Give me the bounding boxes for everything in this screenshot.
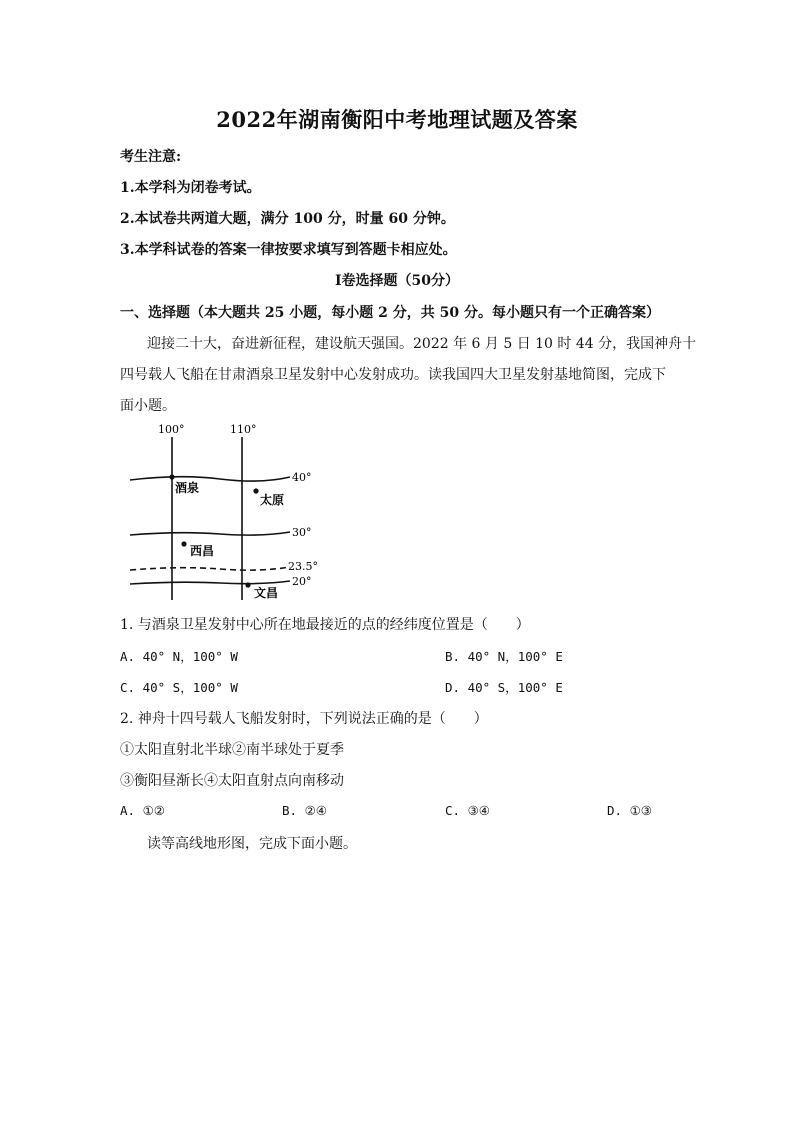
site-dot-xichang bbox=[181, 541, 186, 546]
site-label: 酒泉 bbox=[175, 481, 200, 495]
question-1-stem: 1. 与酒泉卫星发射中心所在地最接近的点的经纬度位置是（ ） bbox=[120, 617, 530, 633]
question-2-statement: ③衡阳昼渐长④太阳直射点向南移动 bbox=[120, 773, 344, 789]
question-1-option-c: C. 40° S，100° W bbox=[120, 680, 238, 695]
intro-line: 迎接二十大，奋进新征程，建设航天强国。2022 年 6 月 5 日 10 时 44 分，我国神舟十 bbox=[147, 336, 697, 352]
site-dot-taiyuan bbox=[253, 488, 258, 493]
site-dot-wenchang bbox=[245, 582, 250, 587]
site-label: 西昌 bbox=[190, 544, 215, 558]
section-title: I卷选择题（50分） bbox=[334, 273, 460, 289]
notice-heading: 考生注意: bbox=[120, 149, 182, 165]
site-label: 太原 bbox=[260, 493, 285, 507]
question-1-option-d: D. 40° S，100° E bbox=[445, 680, 563, 695]
question-2-option-d: D. ①③ bbox=[607, 803, 652, 818]
notice-item: 3.本学科试卷的答案一律按要求填写到答题卡相应处。 bbox=[120, 242, 457, 258]
notice-item: 1.本学科为闭卷考试。 bbox=[120, 180, 261, 196]
question-2-option-a: A. ①② bbox=[120, 803, 165, 818]
latitude-line-40 bbox=[130, 477, 290, 481]
question-2-option-b: B. ②④ bbox=[282, 803, 327, 818]
latitude-label: 30° bbox=[292, 526, 312, 539]
intro-line: 四号载人飞船在甘肃酒泉卫星发射中心发射成功。读我国四大卫星发射基地简图，完成下 bbox=[120, 367, 666, 383]
longitude-label: 100° bbox=[158, 423, 185, 436]
site-dot-jiuquan bbox=[169, 474, 174, 479]
notice-item: 2.本试卷共两道大题，满分 100 分，时量 60 分钟。 bbox=[120, 211, 455, 227]
question-2-option-c: C. ③④ bbox=[445, 803, 490, 818]
latitude-line-23-5 bbox=[130, 567, 290, 570]
question-1-option-b: B. 40° N，100° E bbox=[445, 649, 563, 664]
intro-line: 面小题。 bbox=[120, 398, 176, 414]
latitude-line-30 bbox=[130, 532, 290, 535]
question-2-stem: 2. 神舟十四号载人飞船发射时，下列说法正确的是（ ） bbox=[120, 711, 488, 727]
outro-text: 读等高线地形图，完成下面小题。 bbox=[147, 836, 357, 852]
question-1-option-a: A. 40° N，100° W bbox=[120, 649, 238, 664]
question-2-statement: ①太阳直射北半球②南半球处于夏季 bbox=[120, 742, 344, 758]
latitude-label: 23.5° bbox=[288, 560, 318, 573]
latitude-label: 40° bbox=[292, 471, 312, 484]
part-heading: 一、选择题（本大题共 25 小题，每小题 2 分，共 50 分。每小题只有一个正确答案） bbox=[120, 305, 660, 321]
site-label: 文昌 bbox=[254, 586, 279, 600]
latitude-line-20 bbox=[130, 581, 290, 584]
longitude-label: 110° bbox=[230, 423, 257, 436]
latitude-label: 20° bbox=[292, 575, 312, 588]
launch-base-map bbox=[120, 415, 335, 605]
page-title: 2022年湖南衡阳中考地理试题及答案 bbox=[216, 107, 578, 132]
